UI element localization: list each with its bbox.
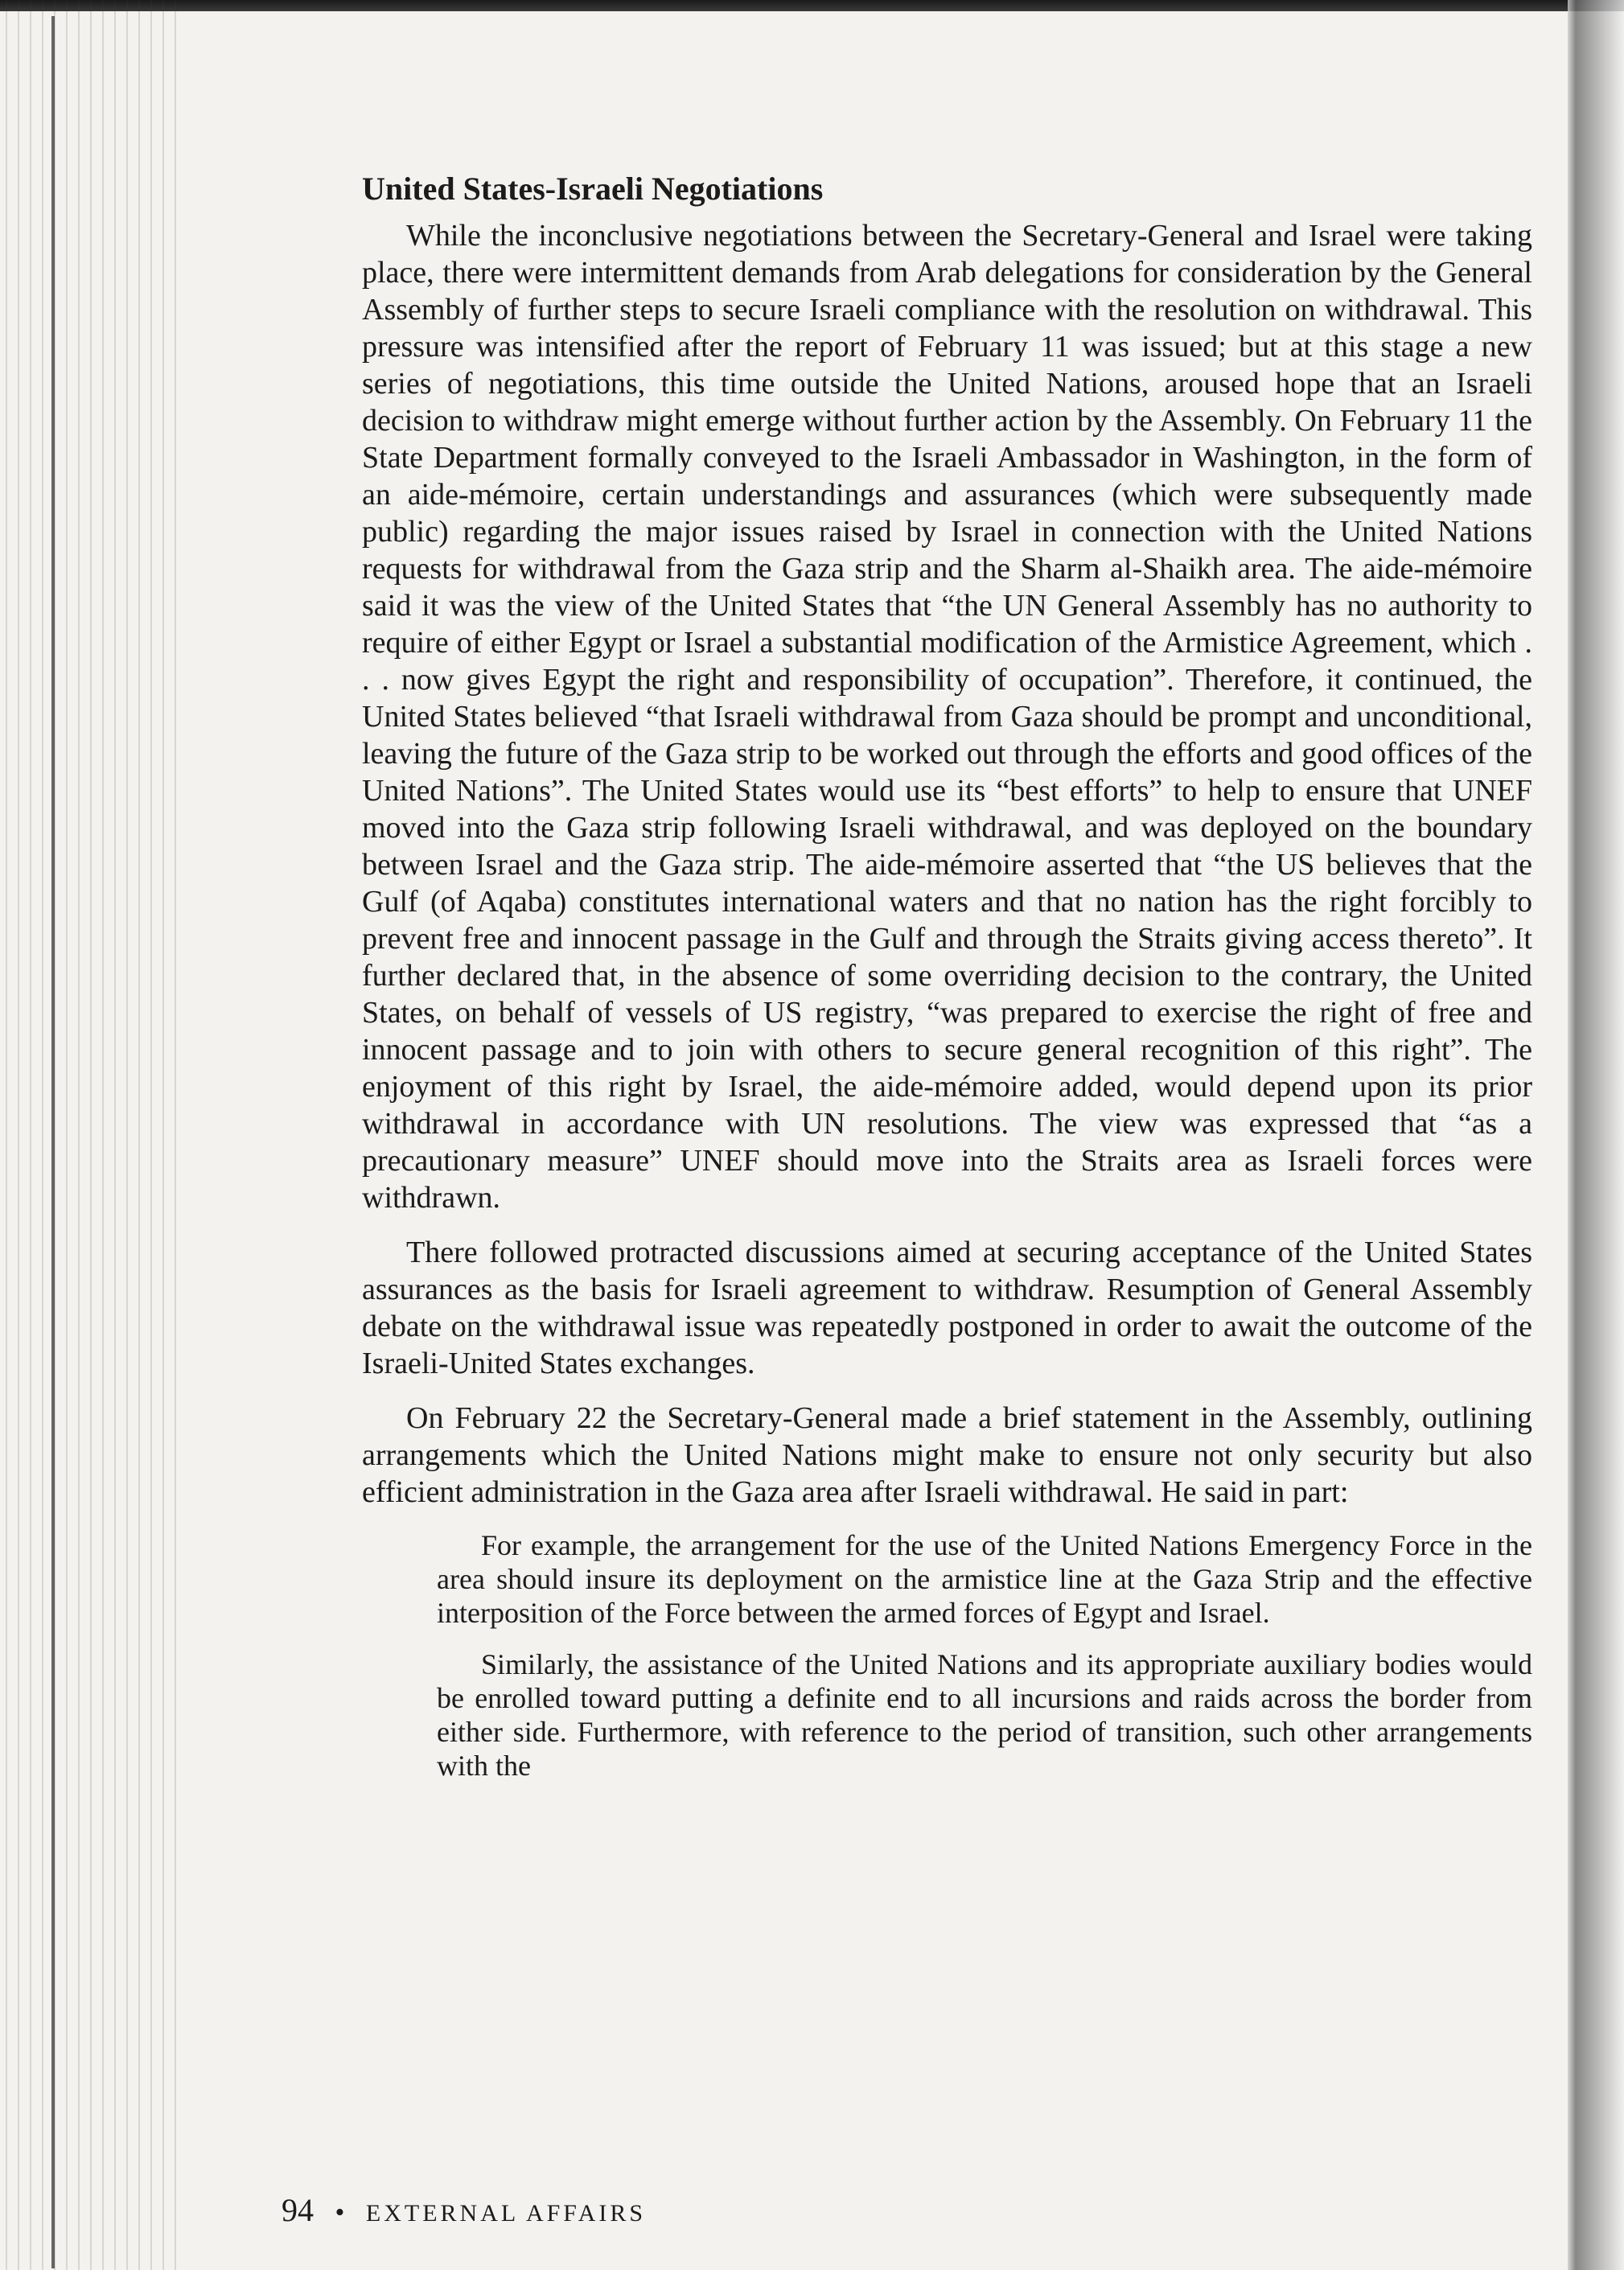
scan-top-edge (0, 0, 1624, 11)
footer-separator: • (335, 2198, 345, 2227)
paragraph-1: While the inconclusive negotiations between the Secretary-General and Israel were taking place, there were intermittent demands from Arab delegations for consideration by the General Assembly of further steps to secure Israeli compliance with the resolution on withdrawal. This pressure was intensified after the report of February 11 was issued; but at this stage a new series of negotiations, this time outside the United Nations, aroused hope that an Israeli decision to withdraw might emerge without further action by the Assembly. On February 11 the State Department formally conveyed to the Israeli Ambassador in Washington, in the form of an aide-mémoire, certain understandings and assurances (which were subsequently made public) regarding the major issues raised by Israel in connection with the United Nations requests for withdrawal from the Gaza strip and the Sharm al-Shaikh area. The aide-mémoire said it was the view of the United States that “the UN General Assembly has no authority to require of either Egypt or Israel a substantial modification of the Armistice Agreement, which . . . now gives Egypt the right and responsibility of occupation”. Therefore, it continued, the United States believed “that Israeli withdrawal from Gaza should be prompt and unconditional, leaving the future of the Gaza strip to be worked out through the efforts and good offices of the United Nations”. The United States would use its “best efforts” to help to ensure that UNEF moved into the Gaza strip following Israeli withdrawal, and was deployed on the boundary between Israel and the Gaza strip. The aide-mémoire asserted that “the US believes that the Gulf (of Aqaba) constitutes international waters and that no nation has the right forcibly to prevent free and innocent passage in the Gulf and through the Straits giving access thereto”. It further declared that, in the absence of some overriding decision to the contrary, the United States, on behalf of vessels of US registry, “was prepared to exercise the right of free and innocent passage and to join with others to secure general recognition of this right”. The enjoyment of this right by Israel, the aide-mémoire added, would depend upon its prior withdrawal in accordance with UN resolutions. The view was expressed that “as a precautionary measure” UNEF should move into the Straits area as Israeli forces were withdrawn. (362, 219, 1532, 1215)
page-footer (282, 2194, 646, 2230)
scan-binding-line (51, 16, 55, 2268)
block-quote-2: Similarly, the assistance of the United Nations and its appropriate auxiliary bodies would be enrolled toward putting a definite end to all incursions and raids across the border from either side. Furthermore, with reference to the period of transition, such other arrangements with the (437, 1648, 1532, 1782)
page-number: 94 (282, 2192, 314, 2228)
section-heading: United States-Israeli Negotiations (362, 171, 824, 207)
journal-title: EXTERNAL AFFAIRS (365, 2200, 647, 2227)
paragraph-2: There followed protracted discussions aimed at securing acceptance of the United States assurances as the basis for Israeli agreement to withdraw. Resumption of General Assembly debate on the withdrawal issue was repeatedly postponed in order to await the outcome of the Israeli-United States exchanges. (362, 1236, 1532, 1380)
scan-right-edge (1568, 0, 1624, 2270)
scan-binding-edge (0, 0, 185, 2270)
document-page (362, 169, 1532, 1800)
paragraph-3: On February 22 the Secretary-General made a brief statement in the Assembly, outlining arrangements which the United Nations might make to ensure not only security but also efficient administration in the Gaza area after Israeli withdrawal. He said in part: (362, 1401, 1532, 1509)
block-quote-1: For example, the arrangement for the use of the United Nations Emergency Force in the area should insure its deployment on the armistice line at the Gaza Strip and the effective interposition of the Force between the armed forces of Egypt and Israel. (437, 1529, 1532, 1629)
